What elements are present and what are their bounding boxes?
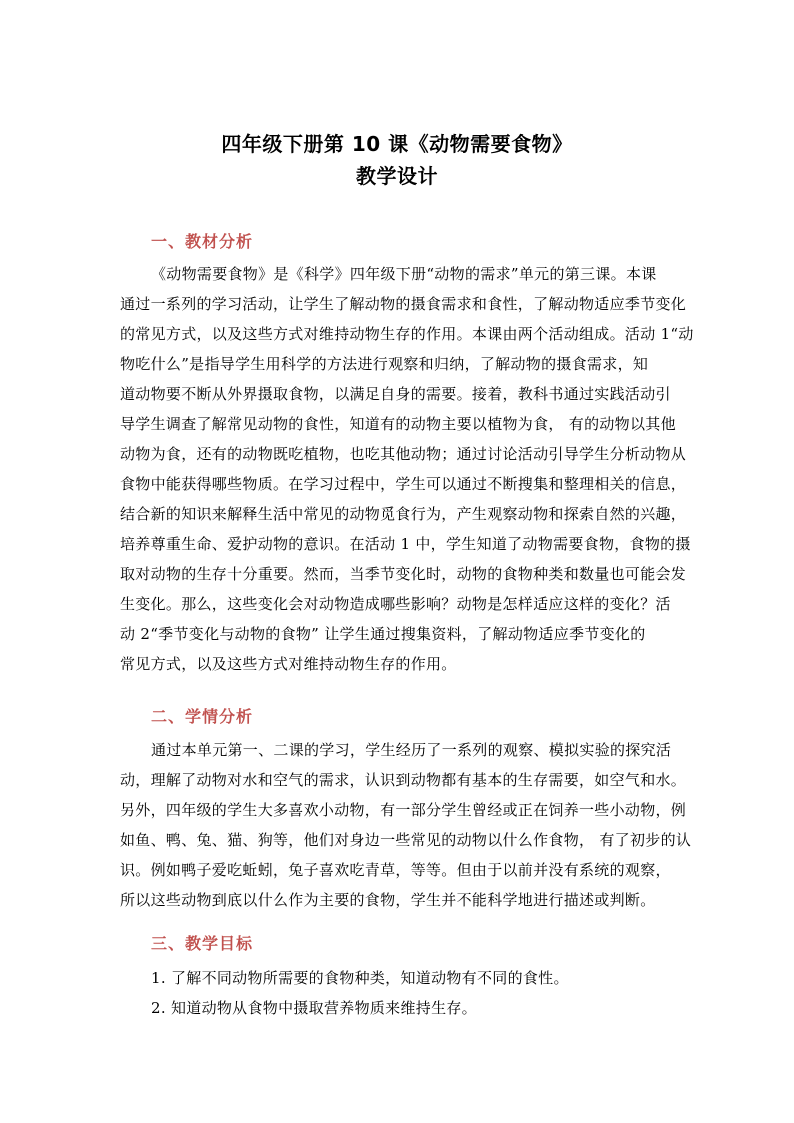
paragraph-line: 结合新的知识来解释生活中常见的动物觅食行为，产生观察动物和探索自然的兴趣， (120, 505, 687, 523)
paragraph-line: 常见方式，以及这些方式对维持动物生存的作用。 (120, 655, 457, 673)
paragraph-line: 动物为食，还有的动物既吃植物，也吃其他动物；通过讨论活动引导学生分析动物从 (120, 445, 687, 463)
paragraph-line: 另外，四年级的学生大多喜欢小动物，有一部分学生曾经或正在饲养一些小动物，例 (120, 801, 687, 819)
paragraph-line: 通过本单元第一、二课的学习，学生经历了一系列的观察、模拟实验的探究活 (151, 741, 672, 759)
paragraph-line: 食物中能获得哪些物质。在学习过程中，学生可以通过不断搜集和整理相关的信息， (120, 475, 687, 493)
paragraph-line: 《动物需要食物》是《科学》四年级下册“动物的需求”单元的第三课。本课 (151, 265, 657, 283)
paragraph-line: 取对动物的生存十分重要。然而，当季节变化时，动物的食物种类和数量也可能会发 (120, 565, 687, 583)
objective-item: 1. 了解不同动物所需要的食物种类，知道动物有不同的食性。 (151, 969, 569, 987)
paragraph-line: 如鱼、鸭、兔、猫、狗等，他们对身边一些常见的动物以什么作食物， 有了初步的认 (120, 831, 692, 849)
document-title: 四年级下册第 10 课《动物需要食物》 (221, 132, 573, 156)
paragraph-line: 的常见方式，以及这些方式对维持动物生存的作用。本课由两个活动组成。活动 1“动 (120, 325, 694, 343)
paragraph-line: 物吃什么”是指导学生用科学的方法进行观察和归纳，了解动物的摄食需求，知 (120, 355, 649, 373)
document-subtitle: 教学设计 (356, 164, 438, 188)
section-heading-teaching-objectives: 三、教学目标 (151, 934, 254, 953)
paragraph-line: 识。例如鸭子爱吃蚯蚓，兔子喜欢吃青草，等等。但由于以前并没有系统的观察， (120, 861, 671, 879)
paragraph-line: 导学生调查了解常见动物的食性，知道有的动物主要以植物为食， 有的动物以其他 (120, 415, 676, 433)
section-heading-learner-analysis: 二、学情分析 (151, 707, 254, 726)
paragraph-line: 动 2“季节变化与动物的食物” 让学生通过搜集资料，了解动物适应季节变化的 (120, 625, 646, 643)
paragraph-line: 道动物要不断从外界摄取食物，以满足自身的需要。接着，教科书通过实践活动引 (120, 385, 671, 403)
paragraph-line: 通过一系列的学习活动，让学生了解动物的摄食需求和食性，了解动物适应季节变化 (120, 295, 687, 313)
paragraph-line: 生变化。那么，这些变化会对动物造成哪些影响？动物是怎样适应这样的变化？活 (120, 595, 671, 613)
paragraph-line: 动，理解了动物对水和空气的需求，认识到动物都有基本的生存需要，如空气和水。 (120, 771, 687, 789)
objective-item: 2. 知道动物从食物中摄取营养物质来维持生存。 (151, 999, 477, 1017)
paragraph-line: 培养尊重生命、爱护动物的意识。在活动 1 中，学生知道了动物需要食物，食物的摄 (120, 535, 691, 553)
section-heading-textbook-analysis: 一、教材分析 (151, 232, 254, 251)
paragraph-line: 所以这些动物到底以什么作为主要的食物，学生并不能科学地进行描述或判断。 (120, 891, 656, 909)
